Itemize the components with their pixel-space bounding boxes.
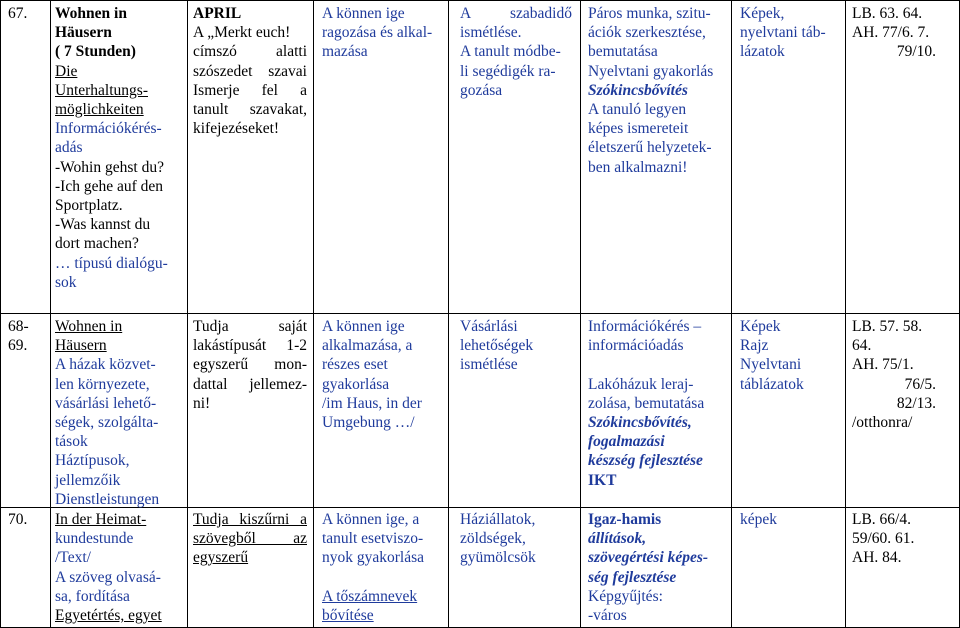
cell-text-line: gozása <box>460 81 503 99</box>
row-divider-1 <box>0 313 960 314</box>
cell-text-line: Umgebung …/ <box>322 414 415 432</box>
cell-text-line: APRIL <box>193 5 242 22</box>
cell-text-line: -Ich gehe auf den <box>55 177 164 195</box>
cell-text-line: ség fejlesztése <box>588 568 677 586</box>
cell-text-line: képes ismereteit <box>588 120 689 138</box>
cell-text-line: egyszerű <box>193 549 249 567</box>
cell-text-line: bővítése <box>322 607 374 625</box>
cell-text-line: Tudja saját <box>193 318 307 335</box>
cell-text-line: Wohnen in <box>55 5 127 22</box>
cell-text-line: -Wohin gehst du? <box>55 158 164 176</box>
cell-text-line <box>322 568 442 587</box>
cell-text-line: vásárlási lehető- <box>55 394 157 412</box>
cell-text-line: tások <box>55 433 88 451</box>
column-divider <box>448 0 449 628</box>
tools-cell <box>740 317 840 394</box>
goal-cell <box>193 317 307 413</box>
cell-text-line: 67. <box>8 5 28 22</box>
cell-text-line: Häusern <box>55 24 112 42</box>
cell-text-line: sa, fordítása <box>55 587 130 605</box>
cell-text-line: 64. <box>852 337 872 355</box>
cell-text-line: mazása <box>322 43 368 61</box>
references-cell <box>852 317 936 432</box>
cell-text-line: A können ige <box>322 5 405 22</box>
cell-text-line: A házak közvet- <box>55 356 156 374</box>
cell-text-line: /im Haus, in der <box>322 394 422 412</box>
cell-text-line: /Text/ <box>55 549 91 567</box>
cell-text-line: egyszerű mon- <box>193 356 307 374</box>
cell-text-line: A szöveg olvasá- <box>55 568 161 586</box>
references-cell <box>852 4 936 62</box>
cell-text-line: jellemzőik <box>55 471 121 489</box>
column-divider <box>580 0 581 628</box>
cell-text-line: 59/60. 61. <box>852 530 915 548</box>
cell-text-line: -Was kannst du <box>55 216 151 234</box>
cell-text-line: szövegértési képes- <box>588 549 709 567</box>
cell-text-line: ( 7 Stunden) <box>55 43 136 61</box>
cell-text-line: Képgyűjtés: <box>588 587 663 605</box>
cell-text-line: ni! <box>193 394 211 412</box>
table-border-top <box>0 0 960 1</box>
lesson-number-cell <box>8 317 48 355</box>
cell-text-line: Képek <box>740 318 781 335</box>
column-divider <box>0 0 1 628</box>
column-divider <box>313 0 314 628</box>
cell-text-line: Háziállatok, <box>460 511 536 528</box>
cell-text-line: AH. 75/1. <box>852 356 914 374</box>
cell-text-line: len környezete, <box>55 375 150 393</box>
cell-text-line: LB. 66/4. <box>852 511 911 528</box>
cell-text-line: Információkérés – <box>588 318 702 335</box>
review-cell <box>460 4 572 100</box>
cell-text-line: dattal jellemez- <box>193 375 307 393</box>
grammar-cell <box>322 4 442 62</box>
topic-cell <box>55 4 183 292</box>
cell-text-line: Häusern <box>55 337 107 355</box>
cell-text-line: Háztípusok, <box>55 452 130 470</box>
tools-cell <box>740 510 840 529</box>
cell-text-line: ragozása és alkal- <box>322 24 433 42</box>
cell-text-line: lehetőségek <box>460 337 534 355</box>
cell-text-line: ben alkalmazni! <box>588 158 688 176</box>
cell-text-line: kundestunde <box>55 530 134 548</box>
cell-text-line: Sportplatz. <box>55 197 123 215</box>
method-cell <box>588 317 726 490</box>
cell-text-line: A szabadidő <box>460 5 572 22</box>
cell-text-line: adás <box>55 139 83 157</box>
cell-text-line: Nyelvtani <box>740 356 802 374</box>
cell-text-line: -város <box>588 607 627 625</box>
cell-text-line: A können ige, a <box>322 511 420 528</box>
cell-text-line: A tanult módbe- <box>460 43 561 61</box>
cell-text-line: lakástípusát 1-2 <box>193 337 307 355</box>
lesson-number-cell <box>8 510 48 529</box>
cell-text-line: információadás <box>588 337 684 355</box>
cell-text-line: készség fejlesztése <box>588 452 703 470</box>
cell-text-line: A „Merkt euch! <box>193 24 291 42</box>
tools-cell <box>740 4 840 62</box>
cell-text-line: 82/13. <box>896 394 936 412</box>
cell-text-line: A können ige <box>322 318 405 335</box>
cell-text-line: Egyetértés, egyet <box>55 607 162 625</box>
cell-text-line: li segédigék ra- <box>460 62 556 80</box>
cell-text-line: Lakóházuk leraj- <box>588 375 694 393</box>
cell-text-line: 70. <box>8 511 28 528</box>
method-cell <box>588 4 726 177</box>
cell-text-line: Unterhaltungs- <box>55 81 148 99</box>
cell-text-line: sok <box>55 273 77 291</box>
cell-text-line: Páros munka, szitu- <box>588 5 711 22</box>
cell-text-line: 69. <box>8 337 28 355</box>
column-divider <box>187 0 188 628</box>
cell-text-line: képek <box>740 511 778 528</box>
grammar-cell <box>322 317 442 432</box>
goal-cell <box>193 510 307 568</box>
cell-text-line: dort machen? <box>55 235 139 253</box>
cell-text-line: bemutatása <box>588 43 658 61</box>
cell-text-line: lázatok <box>740 43 785 61</box>
cell-text-line: A tőszámnevek <box>322 587 418 605</box>
cell-text-line: Nyelvtani gyakorlás <box>588 62 714 80</box>
cell-text-line: részes eset <box>322 356 388 374</box>
cell-text-line: tanult esetviszo- <box>322 530 424 548</box>
cell-text-line: zöldségek, <box>460 530 526 548</box>
cell-text-line: 76/5. <box>904 375 936 393</box>
cell-text-line: Vásárlási <box>460 318 518 335</box>
cell-text-line: táblázatok <box>740 375 804 393</box>
cell-text-line: címszó alatti <box>193 43 307 61</box>
cell-text-line: Ismerje fel a <box>193 81 307 99</box>
cell-text-line: Képek, <box>740 5 785 22</box>
cell-text-line: kifejezéseket! <box>193 120 280 138</box>
cell-text-line: In der Heimat- <box>55 511 147 528</box>
cell-text-line: szövegből az <box>193 530 307 548</box>
topic-cell <box>55 510 183 625</box>
cell-text-line: ismétlése. <box>460 24 522 42</box>
cell-text-line: állítások, <box>588 530 647 548</box>
cell-text-line: Igaz-hamis <box>588 511 662 528</box>
cell-text-line: ségek, szolgálta- <box>55 414 159 432</box>
cell-text-line: Wohnen in <box>55 318 123 335</box>
cell-text-line: gyakorlása <box>322 375 390 393</box>
review-cell <box>460 317 572 375</box>
cell-text-line: AH. 77/6. 7. <box>852 24 930 42</box>
lesson-number-cell <box>8 4 48 23</box>
cell-text-line: IKT <box>588 471 617 489</box>
topic-cell <box>55 317 183 509</box>
method-cell <box>588 510 726 625</box>
cell-text-line: életszerű helyzetek- <box>588 139 712 157</box>
cell-text-line: 68- <box>8 318 29 335</box>
cell-text-line: gyümölcsök <box>460 549 536 567</box>
cell-text-line: alkalmazása, a <box>322 337 413 355</box>
cell-text-line: nyok gyakorlása <box>322 549 425 567</box>
column-divider <box>50 0 51 628</box>
cell-text-line: Szókincsbővítés <box>588 81 688 99</box>
cell-text-line: Információkérés- <box>55 120 162 138</box>
cell-text-line: Dienstleistungen <box>55 490 160 508</box>
cell-text-line: A tanuló legyen <box>588 101 687 119</box>
cell-text-line: LB. 57. 58. <box>852 318 923 335</box>
cell-text-line: tanult szavakat, <box>193 101 307 119</box>
cell-text-line: /otthonra/ <box>852 414 913 432</box>
column-divider <box>845 0 846 628</box>
cell-text-line: ismétlése <box>460 356 518 374</box>
references-cell <box>852 510 936 568</box>
cell-text-line: szószedet szavai <box>193 62 307 80</box>
grammar-cell <box>322 510 442 625</box>
cell-text-line: möglichkeiten <box>55 101 144 119</box>
cell-text-line: Tudja kiszűrni a <box>193 511 307 528</box>
cell-text-line <box>588 355 726 374</box>
cell-text-line: nyelvtani táb- <box>740 24 826 42</box>
goal-cell <box>193 4 307 138</box>
cell-text-line: … típusú dialógu- <box>55 254 168 272</box>
cell-text-line: Szókincsbővítés, <box>588 414 692 432</box>
cell-text-line: LB. 63. 64. <box>852 5 923 22</box>
cell-text-line: Rajz <box>740 337 769 355</box>
cell-text-line: zolása, bemutatása <box>588 394 705 412</box>
cell-text-line: Die <box>55 62 78 80</box>
column-divider <box>731 0 732 628</box>
cell-text-line: fogalmazási <box>588 433 665 451</box>
cell-text-line: AH. 84. <box>852 549 902 567</box>
cell-text-line: ációk szerkesztése, <box>588 24 706 42</box>
cell-text-line: 79/10. <box>896 43 936 61</box>
review-cell <box>460 510 572 568</box>
